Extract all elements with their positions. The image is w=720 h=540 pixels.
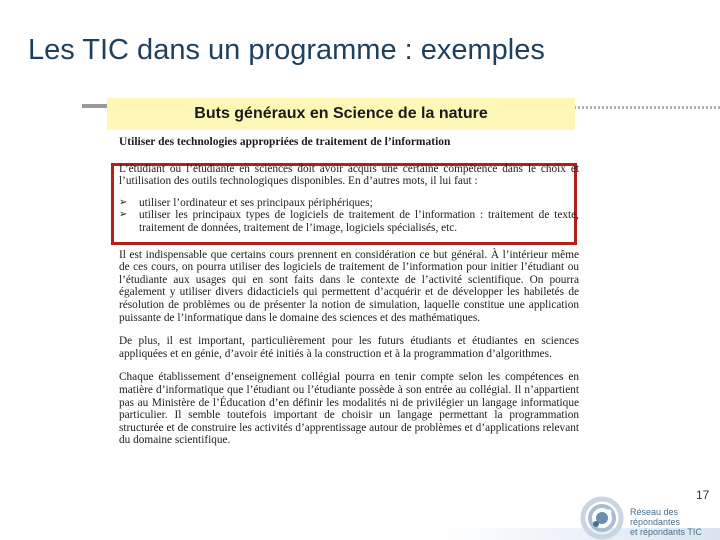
arrow-bullet-icon: ➢ bbox=[119, 196, 128, 208]
slide-title: Les TIC dans un programme : exemples bbox=[28, 34, 545, 66]
subtitle: Buts généraux en Science de la nature bbox=[194, 105, 488, 122]
document-excerpt bbox=[119, 136, 579, 447]
logo-text bbox=[630, 507, 720, 537]
title-rule-right bbox=[574, 106, 720, 109]
logo-line-1: Réseau des répondantes bbox=[630, 507, 681, 527]
network-logo-icon bbox=[578, 494, 626, 540]
bullet-list bbox=[119, 197, 579, 235]
bullet-text: utiliser les principaux types de logiciels de traitement de l’information : traitement de texte, traitement de données, traitement de l’image, logiciels spécialisés, etc. bbox=[139, 209, 579, 234]
logo bbox=[578, 494, 720, 540]
document-heading: Utiliser des technologies appropriées de traitement de l’information bbox=[119, 136, 451, 148]
paragraph: De plus, il est important, particulièrement pour les futurs étudiants et étudiantes en sciences appliquées et en génie, d’avoir été initiés à la construction et à la programmation d’algorithmes. bbox=[119, 335, 579, 360]
page-number: 17 bbox=[696, 488, 710, 502]
list-item bbox=[119, 209, 579, 234]
logo-line-2: et répondants TIC bbox=[630, 527, 702, 537]
bullet-text: utiliser l’ordinateur et ses principaux périphériques; bbox=[139, 196, 373, 209]
boxed-intro: L’étudiant ou l’étudiante en sciences doit avoir acquis une certaine compétence dans le choix et l’utilisation des outils technologiques disponibles. En d’autres mots, il lui faut : bbox=[119, 162, 579, 188]
subtitle-box bbox=[107, 98, 575, 130]
arrow-bullet-icon: ➢ bbox=[119, 209, 128, 221]
paragraph: Il est indispensable que certains cours prennent en considération ce but général. À l’intérieur même de ces cours, on pourra utiliser des logiciels de traitement de l’information pour initier l’étudiant ou l’étudiante aux usages qui en sont faits dans le contexte de l’activité scientifique. On pourra également y utiliser divers didacticiels qui permettent d’acquérir et de développer les habiletés de résolution de problèmes ou de présenter la notion de simulation, laquelle constitue une application puissante de l’informatique dans le domaine des sciences et des mathématiques. bbox=[119, 248, 579, 324]
list-item bbox=[119, 197, 579, 210]
paragraph: Chaque établissement d’enseignement collégial pourra en tenir compte selon les compétences en matière d’informatique que l’étudiant ou l’étudiante possède à son entrée au collégial. Il n’appartient pas au Ministère de l’Éducation d’en définir les modalités ni de privilégier un langage informatique particulier. Il semble toutefois important de choisir un langage permettant la programmation structurée et de construire les activités d’apprentissage autour de problèmes et d’applications relevant du domaine scientifique. bbox=[119, 371, 579, 447]
